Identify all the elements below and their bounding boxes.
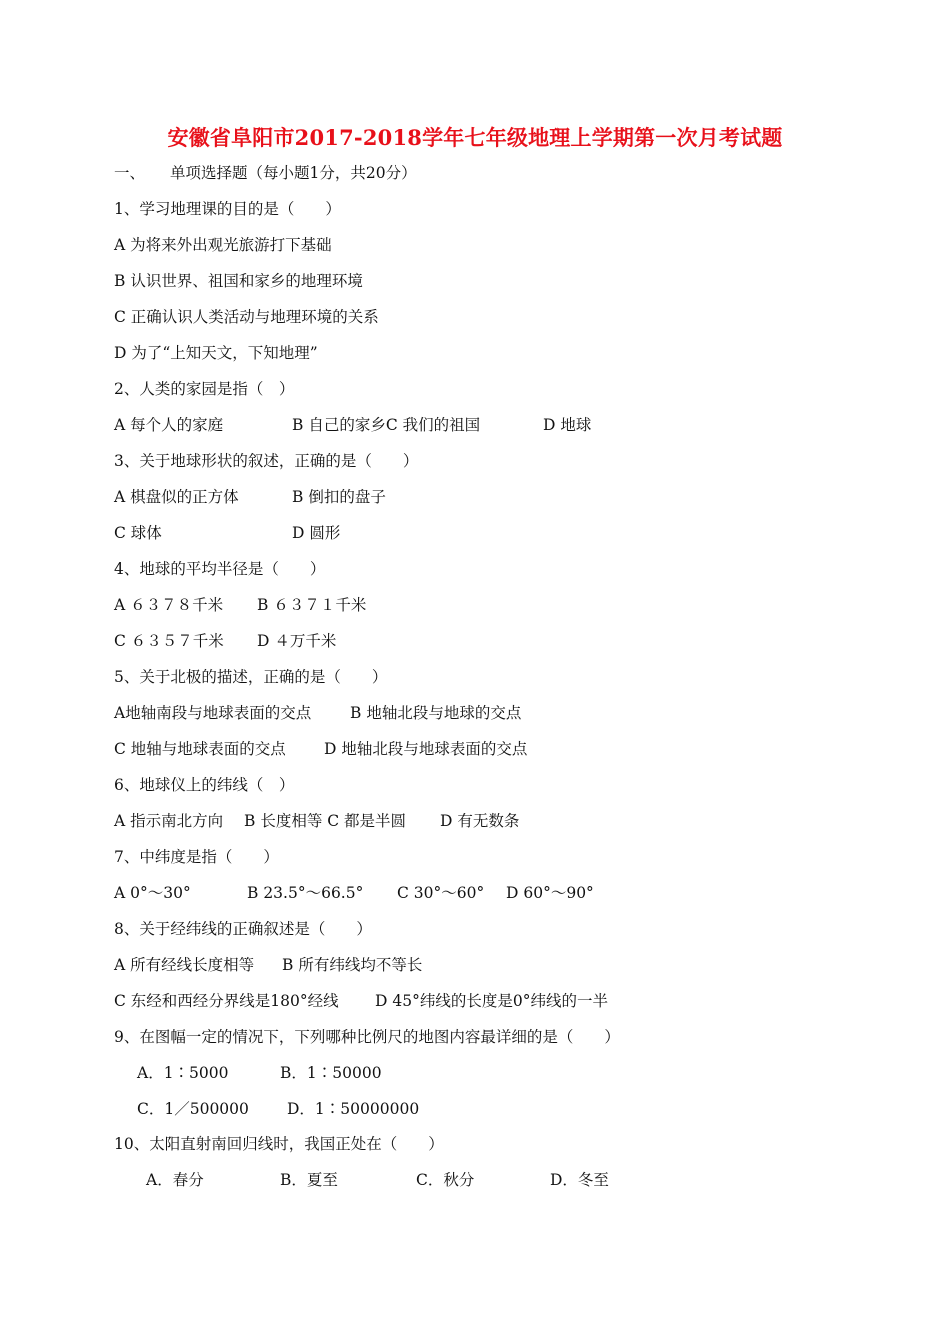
question-4-option-b: B ６３７１千米 xyxy=(257,596,367,614)
question-4-option-a: A ６３７８千米 xyxy=(114,596,224,614)
question-5-stem: 5、关于北极的描述，正确的是（ ） xyxy=(114,668,388,686)
question-7-option-a: A 0°～30° xyxy=(114,884,191,902)
question-9-option-b: B．1∶50000 xyxy=(280,1064,382,1082)
question-7-stem: 7、中纬度是指（ ） xyxy=(114,848,279,866)
question-8-option-c: C 东经和西经分界线是180°经线 xyxy=(114,992,339,1010)
question-6-option-bc: B 长度相等 C 都是半圆 xyxy=(244,812,407,830)
question-5-option-a: A地轴南段与地球表面的交点 xyxy=(114,704,312,722)
question-5-options-row2 xyxy=(114,738,527,760)
question-2-option-d: D 地球 xyxy=(543,416,592,434)
question-3-option-a: A 棋盘似的正方体 xyxy=(114,488,239,506)
question-9-option-c: C．1／500000 xyxy=(137,1100,249,1118)
section-text: 单项选择题（每小题1分，共20分） xyxy=(170,164,417,182)
question-2-option-bc: B 自己的家乡C 我们的祖国 xyxy=(292,416,481,434)
question-4-option-d: D ４万千米 xyxy=(257,632,337,650)
question-2-stem: 2、人类的家园是指（ ） xyxy=(114,380,295,398)
question-8-option-a: A 所有经线长度相等 xyxy=(114,956,255,974)
question-10-option-a: A．春分 xyxy=(146,1171,204,1189)
question-1-stem: 1、学习地理课的目的是（ ） xyxy=(114,200,341,218)
question-10-option-c: C．秋分 xyxy=(416,1171,475,1189)
question-7-option-b: B 23.5°～66.5° xyxy=(247,884,364,902)
question-5-option-c: C 地轴与地球表面的交点 xyxy=(114,740,286,758)
question-3-option-d: D 圆形 xyxy=(292,524,341,542)
section-number: 一、 xyxy=(114,164,146,182)
question-1-option-d: D 为了“上知天文，下知地理” xyxy=(114,344,318,362)
question-6-option-d: D 有无数条 xyxy=(440,812,520,830)
question-5-option-b: B 地轴北段与地球的交点 xyxy=(350,704,522,722)
question-3-stem: 3、关于地球形状的叙述，正确的是（ ） xyxy=(114,452,419,470)
question-8-options-row1 xyxy=(114,954,422,976)
question-9-stem: 9、在图幅一定的情况下，下列哪种比例尺的地图内容最详细的是（ ） xyxy=(114,1028,620,1046)
question-9-options-row1 xyxy=(137,1062,382,1084)
question-4-stem: 4、地球的平均半径是（ ） xyxy=(114,560,326,578)
question-10-option-d: D．冬至 xyxy=(550,1171,609,1189)
section-heading xyxy=(114,162,417,184)
question-8-stem: 8、关于经纬线的正确叙述是（ ） xyxy=(114,920,372,938)
question-3-option-c: C 球体 xyxy=(114,524,162,542)
question-7-option-c: C 30°～60° xyxy=(397,884,485,902)
question-4-options-row2 xyxy=(114,630,336,652)
question-10-options xyxy=(146,1169,609,1191)
question-10-stem: 10、太阳直射南回归线时，我国正处在（ ） xyxy=(114,1135,444,1153)
question-4-options-row1 xyxy=(114,594,366,616)
question-5-options-row1 xyxy=(114,702,521,724)
question-1-option-c: C 正确认识人类活动与地理环境的关系 xyxy=(114,308,379,326)
question-3-option-b: B 倒扣的盘子 xyxy=(292,488,386,506)
question-10-option-b: B．夏至 xyxy=(280,1171,338,1189)
question-1-option-a: A 为将来外出观光旅游打下基础 xyxy=(114,236,332,254)
question-5-option-d: D 地轴北段与地球表面的交点 xyxy=(324,740,528,758)
question-2-options xyxy=(114,414,591,436)
question-9-options-row2 xyxy=(137,1098,419,1120)
page-title: 安徽省阜阳市2017-2018学年七年级地理上学期第一次月考试题 xyxy=(167,125,783,150)
question-8-option-b: B 所有纬线均不等长 xyxy=(282,956,423,974)
question-7-options xyxy=(114,882,594,904)
question-7-option-d: D 60°～90° xyxy=(506,884,594,902)
question-3-options-row1 xyxy=(114,486,386,508)
question-6-stem: 6、地球仪上的纬线（ ） xyxy=(114,776,295,794)
question-1-option-b: B 认识世界、祖国和家乡的地理环境 xyxy=(114,272,363,290)
question-9-option-d: D．1∶50000000 xyxy=(287,1100,420,1118)
question-4-option-c: C ６３５７千米 xyxy=(114,632,224,650)
question-8-option-d: D 45°纬线的长度是0°纬线的一半 xyxy=(375,992,608,1010)
question-8-options-row2 xyxy=(114,990,608,1012)
question-9-option-a: A．1∶5000 xyxy=(137,1064,229,1082)
question-6-options xyxy=(114,810,519,832)
question-6-option-a: A 指示南北方向 xyxy=(114,812,224,830)
question-3-options-row2 xyxy=(114,522,340,544)
question-2-option-a: A 每个人的家庭 xyxy=(114,416,224,434)
